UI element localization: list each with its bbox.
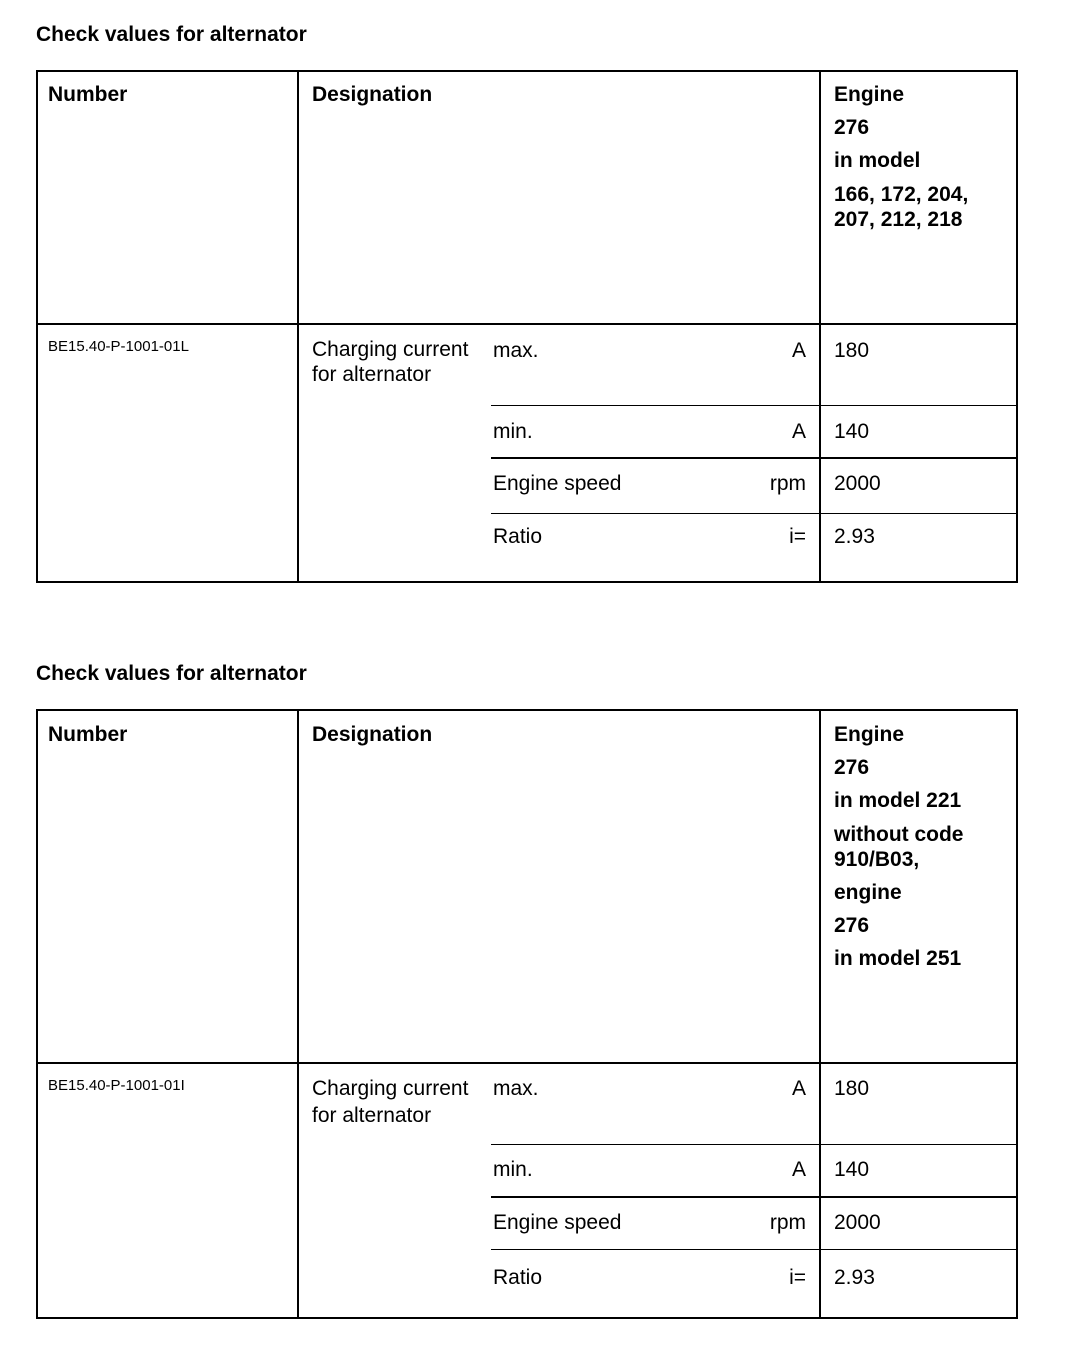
row-label: max. [493,339,539,362]
column-divider [819,72,821,581]
row-unit: A [791,339,806,362]
row-unit: A [791,420,806,443]
section-title: Check values for alternator [36,23,307,46]
engine-line: in model [834,149,921,173]
row-divider [491,457,1016,459]
row-label: Engine speed [493,1211,622,1234]
engine-line: Engine [834,723,905,746]
row-unit: A [791,1158,806,1181]
designation-text: Charging current for alternator [312,1077,469,1128]
header-engine [834,722,964,980]
row-label: Engine speed [493,472,622,495]
engine-line: without code 910/B03, [834,822,964,871]
engine-line: engine [834,880,902,904]
row-label: min. [493,1158,533,1181]
row-value: 2000 [834,472,881,495]
section-title: Check values for alternator [36,662,307,685]
column-divider [819,711,821,1317]
check-values-table [36,709,1018,1319]
engine-line: 276 [834,756,870,780]
row-unit: rpm [769,472,806,495]
engine-line: 166, 172, 204, 207, 212, 218 [834,182,969,231]
engine-line: 276 [834,116,870,140]
part-number: BE15.40-P-1001-01I [48,1077,185,1094]
row-unit: i= [789,1266,806,1289]
row-value: 180 [834,1077,870,1100]
check-values-table [36,70,1018,583]
header-engine [834,82,968,240]
row-unit: A [791,1077,806,1100]
row-label: Ratio [493,1266,543,1289]
row-divider [491,1144,1016,1145]
header-designation: Designation [312,83,433,106]
engine-line: 276 [834,914,870,938]
part-number: BE15.40-P-1001-01L [48,338,189,355]
row-value: 140 [834,1158,870,1181]
header-divider [38,1062,1016,1064]
row-value: 2.93 [834,525,875,548]
row-unit: i= [789,525,806,548]
column-divider [297,711,299,1317]
row-label: max. [493,1077,539,1100]
row-divider [491,513,1016,514]
column-divider [297,72,299,581]
header-designation: Designation [312,723,433,746]
engine-line: in model 221 [834,789,962,813]
row-value: 2000 [834,1211,881,1234]
engine-line: Engine [834,83,905,106]
row-divider [491,405,1016,406]
row-value: 180 [834,339,870,362]
engine-line: in model 251 [834,947,962,971]
header-divider [38,323,1016,325]
header-number: Number [48,83,128,106]
row-label: Ratio [493,525,543,548]
row-divider [491,1196,1016,1198]
row-label: min. [493,420,533,443]
row-value: 140 [834,420,870,443]
header-number: Number [48,723,128,746]
designation-text: Charging current for alternator [312,338,469,387]
row-divider [491,1249,1016,1250]
row-value: 2.93 [834,1266,875,1289]
row-unit: rpm [769,1211,806,1234]
